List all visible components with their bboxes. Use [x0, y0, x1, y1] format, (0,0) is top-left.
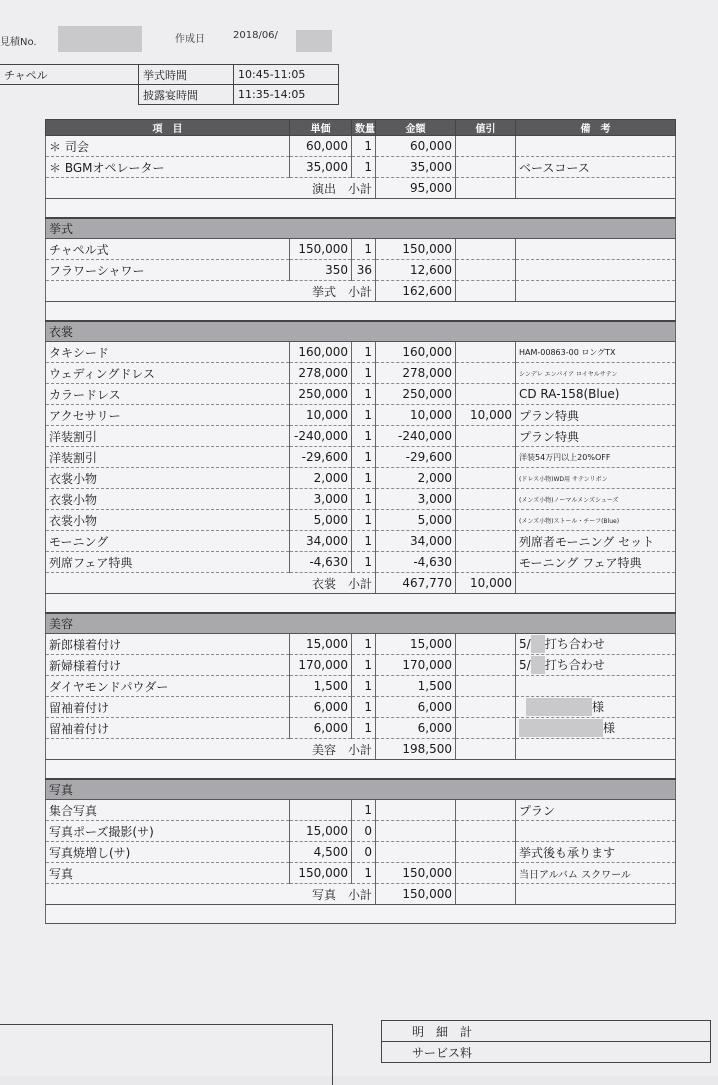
table-row: カラードレス 250,000 1 250,000 CD RA-158(Blue) [46, 384, 676, 405]
section-header-beauty: 美容 [46, 613, 676, 634]
table-row: 写真 150,000 1 150,000 当日アルバム スクワール [46, 863, 676, 884]
subtotal-row: 演出 小計 95,000 [46, 178, 676, 199]
section-header-photo: 写真 [46, 779, 676, 800]
table-row: 留袖着付け 6,000 1 6,000 様 [46, 718, 676, 739]
table-row: 衣裳小物 5,000 1 5,000 (メンズ小物)ストール・チーフ(Blue) [46, 510, 676, 531]
detail-total-label: 明 細 計 [382, 1021, 711, 1042]
table-row: ＊ 司会 60,000 1 60,000 [46, 136, 676, 157]
table-row: アクセサリー 10,000 1 10,000 10,000 プラン特典 [46, 405, 676, 426]
subtotal-row: 衣裳 小計 467,770 10,000 [46, 573, 676, 594]
redacted-date [531, 635, 545, 653]
estimate-table [45, 119, 676, 924]
table-row: 写真焼増し(サ) 4,500 0 挙式後も承ります [46, 842, 676, 863]
table-row: タキシード 160,000 1 160,000 HAM-00863-00 ロングTX [46, 342, 676, 363]
redacted-estimate-no [58, 26, 142, 52]
subtotal-row: 美容 小計 198,500 [46, 739, 676, 760]
redacted-name [526, 698, 592, 716]
col-discount: 値引 [456, 120, 516, 136]
table-row: モーニング 34,000 1 34,000 列席者モーニング セット [46, 531, 676, 552]
subtotal-row: 挙式 小計 162,600 [46, 281, 676, 302]
table-row: 写真ポーズ撮影(サ) 15,000 0 [46, 821, 676, 842]
ceremony-time-label: 挙式時間 [139, 65, 234, 85]
table-row: 衣裳小物 2,000 1 2,000 (ドレス小物)WD用 サテンリボン [46, 468, 676, 489]
reception-time-label: 披露宴時間 [139, 85, 234, 105]
table-row: 洋装割引 -240,000 1 -240,000 プラン特典 [46, 426, 676, 447]
table-header-row [46, 120, 676, 136]
subtotal-row: 写真 小計 150,000 [46, 884, 676, 905]
table-row: ウェディングドレス 278,000 1 278,000 シンデレ エンパイア ロイヤルサテン [46, 363, 676, 384]
col-note: 備 考 [516, 120, 676, 136]
service-fee-label: サービス料 [382, 1042, 711, 1063]
estimate-no-label: 見積No. [0, 37, 37, 48]
subtotal-discount: 10,000 [456, 573, 516, 594]
subtotal-amount: 162,600 [376, 281, 456, 302]
table-row: 列席フェア特典 -4,630 1 -4,630 モーニング フェア特典 [46, 552, 676, 573]
table-row: ダイヤモンドパウダー 1,500 1 1,500 [46, 676, 676, 697]
reception-time: 11:35-14:05 [234, 85, 339, 105]
redacted-date [531, 656, 545, 674]
subtotal-amount: 150,000 [376, 884, 456, 905]
subtotal-amount: 198,500 [376, 739, 456, 760]
section-header-costume: 衣裳 [46, 321, 676, 342]
table-row: ＊ BGMオペレーター 35,000 1 35,000 ベースコース [46, 157, 676, 178]
summary-table [381, 1020, 711, 1063]
subtotal-amount: 95,000 [376, 178, 456, 199]
venue-name: チャペル [0, 65, 139, 85]
table-row: フラワーシャワー 350 36 12,600 [46, 260, 676, 281]
table-row: 洋装割引 -29,600 1 -29,600 洋装54万円以上20%OFF [46, 447, 676, 468]
ceremony-time: 10:45-11:05 [234, 65, 339, 85]
section-header-ceremony: 挙式 [46, 218, 676, 239]
created-date-label: 作成日 [175, 34, 205, 45]
col-item: 項 目 [46, 120, 290, 136]
col-unit-price: 単価 [290, 120, 352, 136]
table-row: 新郎様着付け 15,000 1 15,000 5/ 打ち合わせ [46, 634, 676, 655]
col-amount: 金額 [376, 120, 456, 136]
created-date-value: 2018/06/ [233, 30, 278, 41]
schedule-table [0, 64, 339, 105]
redacted-name [519, 719, 603, 737]
table-row: チャペル式 150,000 1 150,000 [46, 239, 676, 260]
col-qty: 数量 [352, 120, 376, 136]
subtotal-amount: 467,770 [376, 573, 456, 594]
table-row: 衣裳小物 3,000 1 3,000 (メンズ小物)ノーマルメンズシューズ [46, 489, 676, 510]
table-row: 留袖着付け 6,000 1 6,000 様 [46, 697, 676, 718]
table-row: 新婦様着付け 170,000 1 170,000 5/ 打ち合わせ [46, 655, 676, 676]
redacted-created-day [296, 30, 332, 52]
table-row: 集合写真 1 プラン [46, 800, 676, 821]
